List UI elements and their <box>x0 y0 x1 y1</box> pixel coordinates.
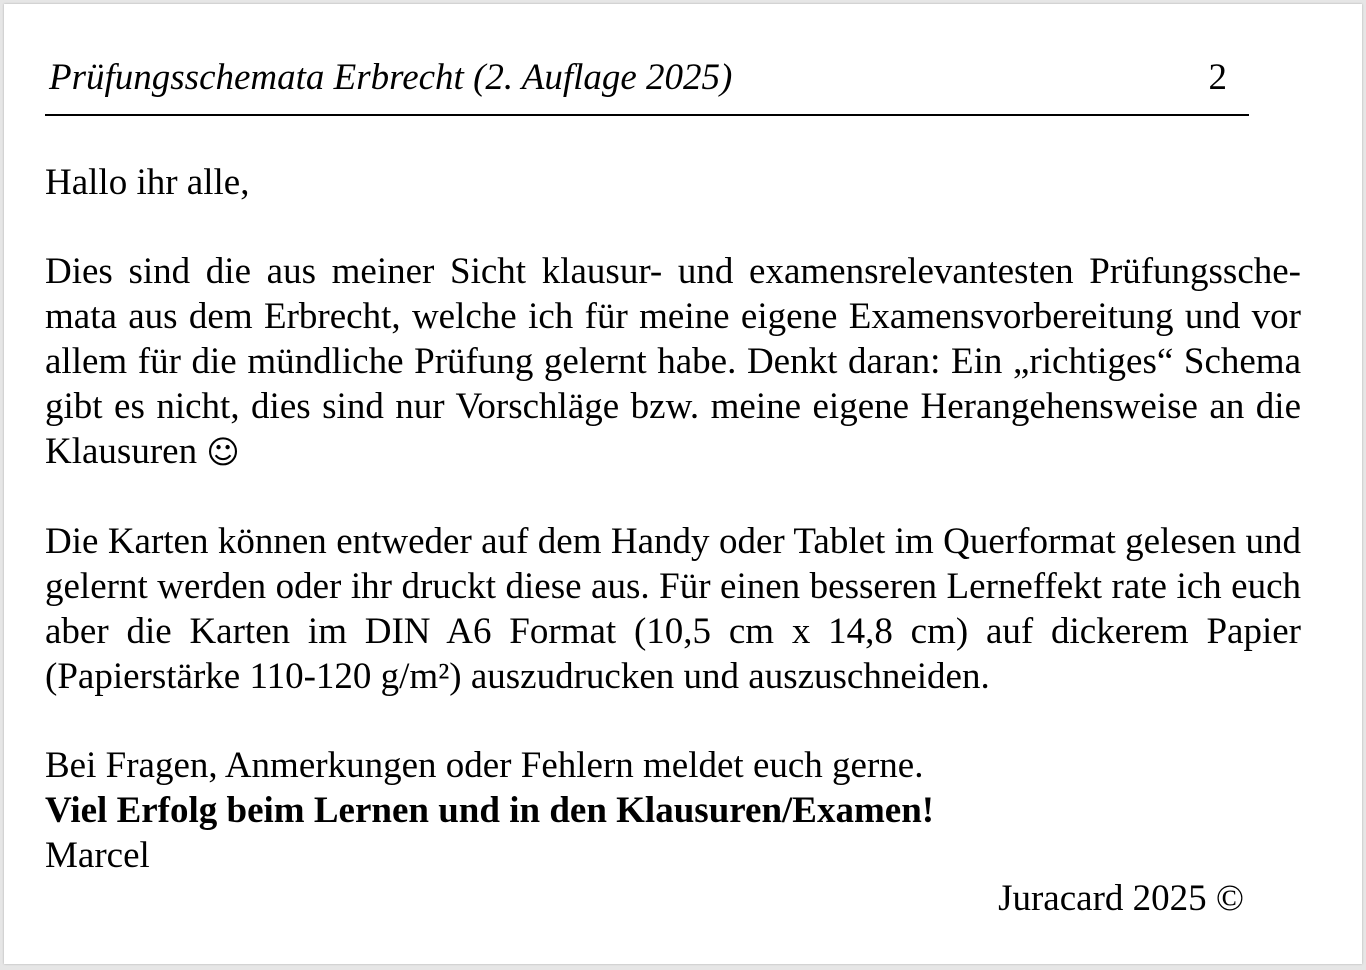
page-header <box>45 54 1249 116</box>
greeting: Hallo ihr alle, <box>45 162 250 203</box>
print-instructions-paragraph: Die Karten können entweder auf dem Handy oder Tablet im Querformat gelesen und gelernt werden oder ihr druckt diese aus. Für einen besseren Lerneffekt rate ich euch aber die Karten im DIN A6 Format (10,5 cm x 14,8 cm) auf dickerem Papier (Papierstärke 110-120 g/m²) auszudrucken und auszuschneiden. <box>45 521 1301 697</box>
paragraph-gap <box>45 205 1301 249</box>
questions-line: Bei Fragen, Anmerkungen oder Fehlern meldet euch gerne. <box>45 745 924 786</box>
intro-paragraph <box>45 249 1301 475</box>
paragraph-gap <box>45 475 1301 519</box>
header-title: Prüfungsschemata Erbrecht (2. Auflage 2025) <box>49 57 733 98</box>
signature: Marcel <box>45 835 150 876</box>
letter-body <box>45 160 1301 878</box>
copyright-notice: Juracard 2025 © <box>998 878 1244 919</box>
intro-text: Dies sind die aus meiner Sicht klausur- und examensrelevantesten Prüfungsschemata aus dem Erbrecht, welche ich für meine eigene Examensvorbereitung und vor allem für die mündliche Prüfung gelernt habe. Denkt daran: Ein „richtiges“ Schema gibt es nicht, dies sind nur Vorschläge bzw. meine eigene Herangehensweise an die Klausuren <box>45 251 1301 472</box>
closing-line: Viel Erfolg beim Lernen und in den Klausuren/Examen! <box>45 790 935 831</box>
page-number: 2 <box>1208 57 1227 98</box>
smiley-icon: ☺ <box>206 433 240 471</box>
paragraph-gap <box>45 699 1301 743</box>
